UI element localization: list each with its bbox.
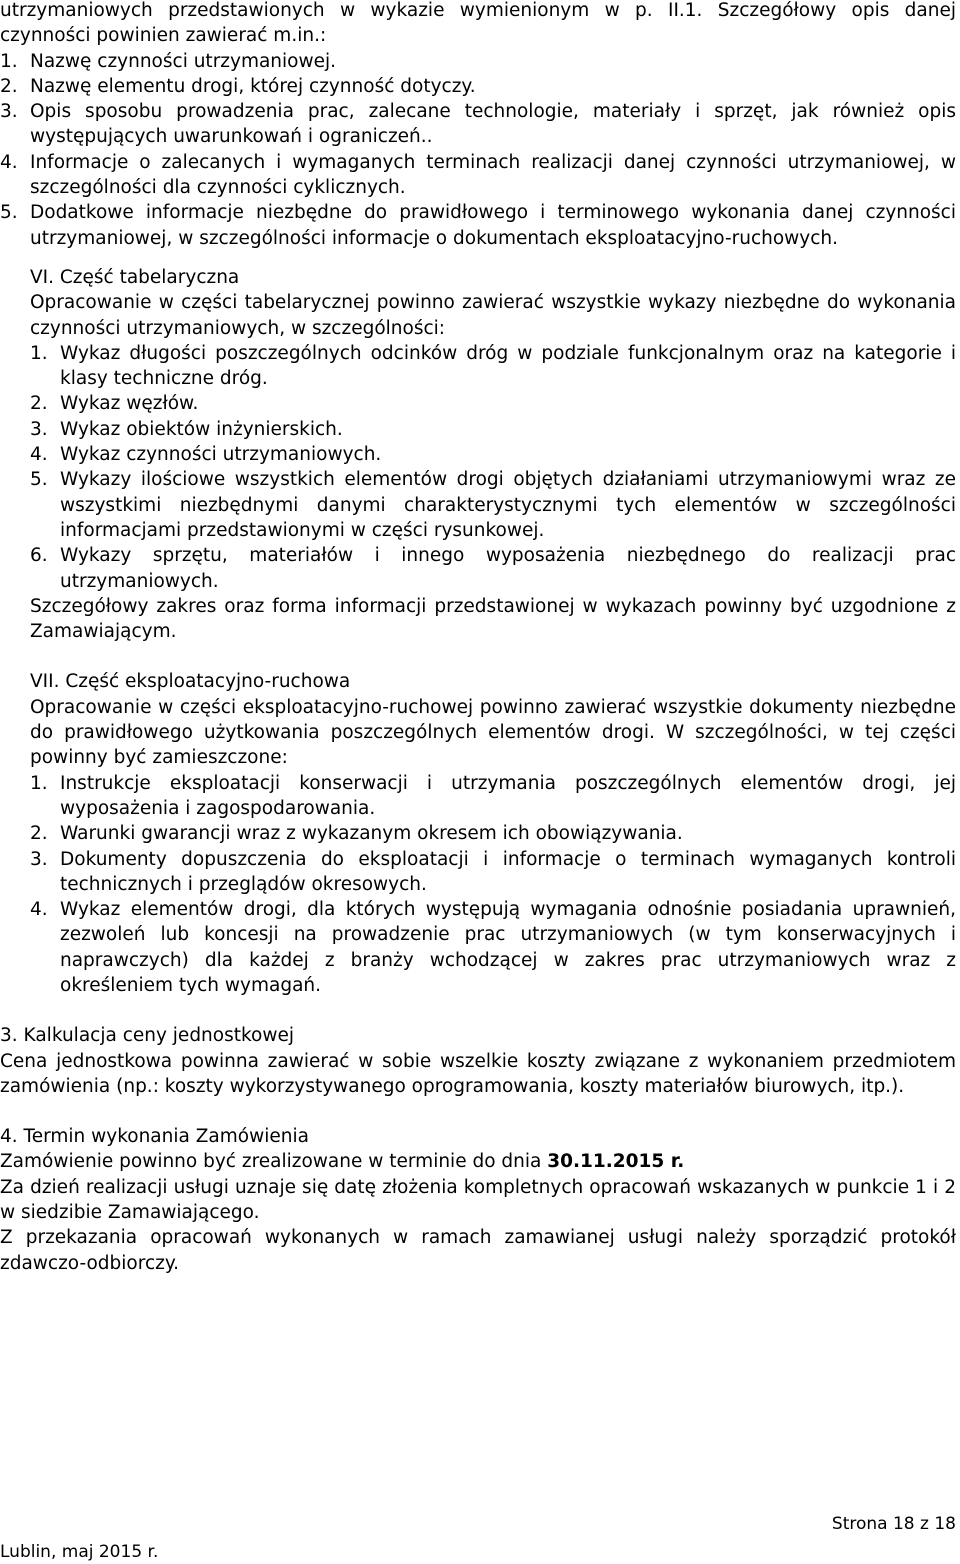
item-number: 3. <box>0 101 18 123</box>
section-lead: Opracowanie w części eksploatacyjno-ruchowej powinno zawierać wszystkie dokumenty niezbędne do prawidłowego użytkowania poszczególnych elementów drogi. W szczególności, w tej części powinny być zamieszczone: <box>30 696 956 769</box>
section-text: Z przekazania opracowań wykonanych w ramach zamawianej usługi należy sporządzić protokół zdawczo-odbiorczy. <box>0 1227 956 1274</box>
item-text: Wykaz obiektów inżynierskich. <box>60 418 343 440</box>
item-text: Wykaz długości poszczególnych odcinków dróg w podziale funkcjonalnym oraz na kategorie i klasy techniczne dróg. <box>60 342 956 390</box>
item-text: Wykazy ilościowe wszystkich elementów drogi objętych działaniami utrzymaniowymi wraz ze wszystkimi niezbędnymi danymi charakterystycznymi tych elementów w szczególności informacjami przedstawionymi w części rysunkowej. <box>60 469 956 541</box>
section-heading: 3. Kalkulacja ceny jednostkowej <box>0 1025 295 1047</box>
section-deadline <box>0 1124 956 1276</box>
list-item <box>30 771 956 822</box>
list-item <box>30 847 956 898</box>
item-text: Warunki gwarancji wraz z wykazanym okresem ich obowiązywania. <box>60 823 683 845</box>
item-number: 2. <box>30 823 48 845</box>
item-number: 5. <box>30 469 48 491</box>
list-item <box>30 821 956 846</box>
intro-list <box>0 49 956 251</box>
item-text: Opis sposobu prowadzenia prac, zalecane technologie, materiały i sprzęt, jak również opis występujących uwarunkowań i ograniczeń.. <box>30 101 956 148</box>
list-item <box>30 391 956 416</box>
section-heading: VI. Część tabelaryczna <box>30 266 240 288</box>
item-number: 3. <box>30 848 48 870</box>
section-vi <box>0 265 956 644</box>
list-item <box>0 74 956 99</box>
section-vii <box>0 669 956 998</box>
list-item <box>0 99 956 150</box>
list-item <box>0 200 956 251</box>
list-item <box>30 897 956 998</box>
item-text: Wykaz czynności utrzymaniowych. <box>60 444 382 466</box>
item-text: Nazwę czynności utrzymaniowej. <box>30 50 337 72</box>
list-item <box>30 417 956 442</box>
item-number: 2. <box>0 75 18 97</box>
item-text: Dodatkowe informacje niezbędne do prawidłowego i terminowego wykonania danej czynności utrzymaniowej, w szczególności informacje o dokumentach eksploatacyjno-ruchowych. <box>30 202 956 249</box>
item-text: Wykaz elementów drogi, dla których występują wymagania odnośnie posiadania uprawnień, zezwoleń lub koncesji na prowadzenie prac utrzymaniowych (w tym konserwacyjnych i naprawczych) dla każdej z branży wchodzącej w zakres prac utrzymaniowych wraz z określeniem tych wymagań. <box>60 899 956 996</box>
item-number: 6. <box>30 545 48 567</box>
item-number: 2. <box>30 393 48 415</box>
item-number: 4. <box>30 899 48 921</box>
item-number: 1. <box>0 50 18 72</box>
item-text: Instrukcje eksploatacji konserwacji i utrzymania poszczególnych elementów drogi, jej wyposażenia i zagospodarowania. <box>60 772 956 819</box>
page-number: Strona 18 z 18 <box>831 1514 956 1534</box>
section-heading: VII. Część eksploatacyjno-ruchowa <box>30 671 351 693</box>
item-text: Wykaz węzłów. <box>60 393 199 415</box>
item-text: Informacje o zalecanych i wymaganych terminach realizacji danej czynności utrzymaniowej, w szczególności dla czynności cyklicznych. <box>30 151 956 199</box>
item-number: 3. <box>30 418 48 440</box>
section-heading: 4. Termin wykonania Zamówienia <box>0 1126 309 1148</box>
list-item <box>0 49 956 74</box>
section-text: Za dzień realizacji usługi uznaje się datę złożenia kompletnych opracowań wskazanych w punkcie 1 i 2 w siedzibie Zamawiającego. <box>0 1176 956 1224</box>
item-text: Wykazy sprzętu, materiałów i innego wyposażenia niezbędnego do realizacji prac utrzymaniowych. <box>60 545 956 592</box>
list-item <box>30 467 956 543</box>
section-lead: Opracowanie w części tabelarycznej powinno zawierać wszystkie wykazy niezbędne do wykonania czynności utrzymaniowych, w szczególności: <box>30 292 956 339</box>
section-closing: Szczegółowy zakres oraz forma informacji przedstawionej w wykazach powinny być uzgodnione z Zamawiającym. <box>30 595 956 643</box>
footer-place-date: Lublin, maj 2015 r. <box>0 1542 159 1562</box>
item-text: Dokumenty dopuszczenia do eksploatacji i informacje o terminach wymaganych kontroli technicznych i przeglądów okresowych. <box>60 848 956 895</box>
list-item <box>30 543 956 594</box>
section-text: Cena jednostkowa powinna zawierać w sobie wszelkie koszty związane z wykonaniem przedmiotem zamówienia (np.: koszty wykorzystywanego oprogramowania, koszty materiałów biurowych, itp.). <box>0 1050 956 1097</box>
item-number: 1. <box>30 342 48 364</box>
item-number: 4. <box>30 444 48 466</box>
item-text: Nazwę elementu drogi, której czynność dotyczy. <box>30 75 476 97</box>
list-item <box>30 442 956 467</box>
section-calculation <box>0 1023 956 1099</box>
deadline-text <box>0 1149 956 1174</box>
list-item <box>0 150 956 201</box>
intro-paragraph: utrzymaniowych przedstawionych w wykazie wymienionym w p. II.1. Szczegółowy opis danej czynności powinien zawierać m.in.: <box>0 0 956 47</box>
deadline-date: 30.11.2015 r. <box>547 1151 685 1173</box>
item-number: 1. <box>30 772 48 794</box>
item-number: 5. <box>0 202 18 224</box>
list-item <box>30 341 956 392</box>
item-number: 4. <box>0 151 18 173</box>
deadline-lead: Zamówienie powinno być zrealizowane w terminie do dnia <box>0 1151 548 1173</box>
